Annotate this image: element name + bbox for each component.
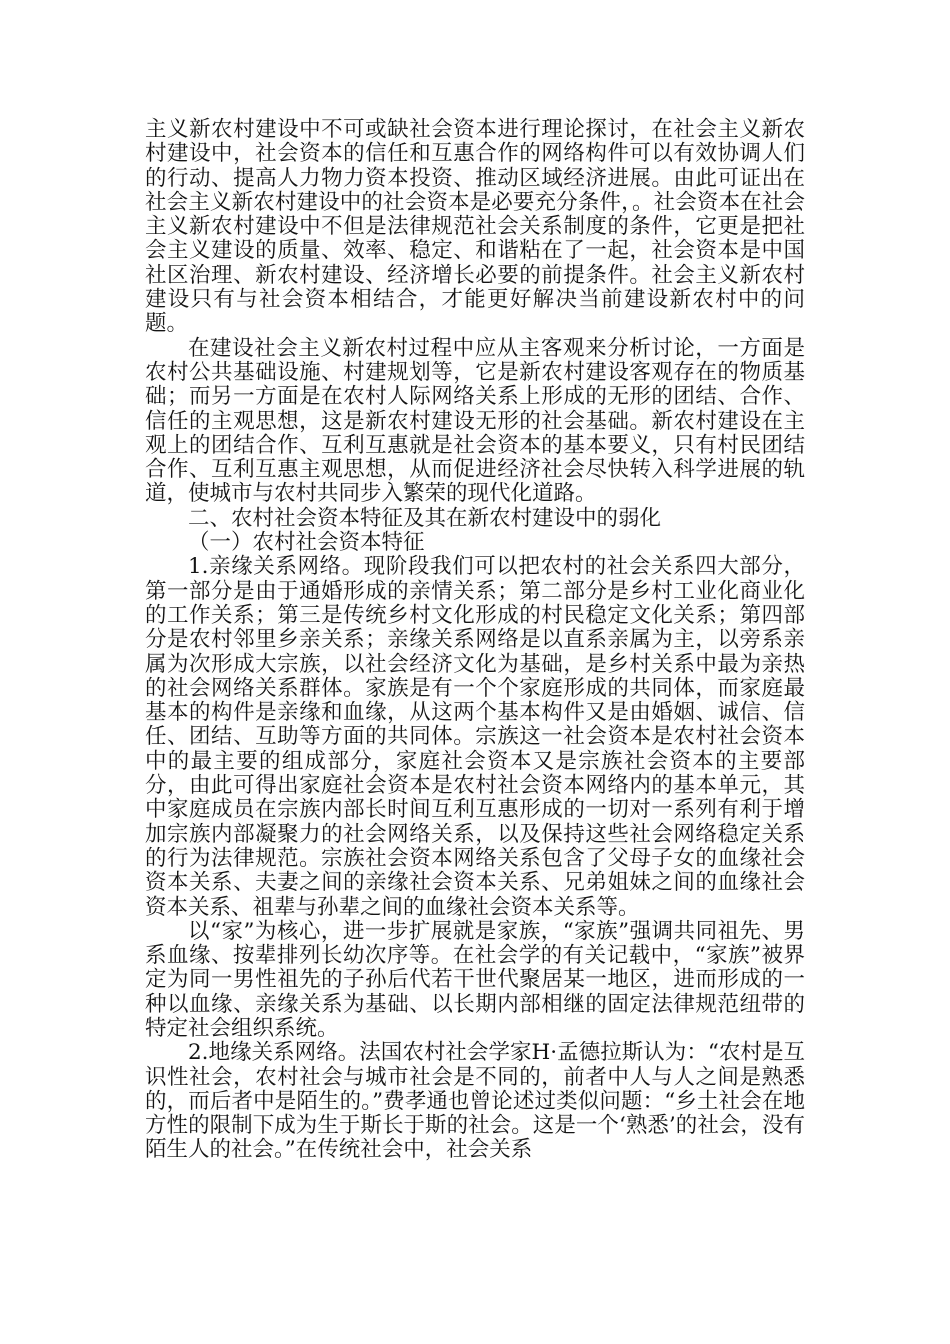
paragraph-1: 主义新农村建设中不可或缺社会资本进行理论探讨，在社会主义新农村建设中，社会资本的信任和互惠合作的网络构件可以有效协调人们的行动、提高人力物力资本投资、推动区域经济进展。由此可证出在社会主义新农村建设中的社会资本是必要充分条件，。社会资本在社会主义新农村建设中不但是法律规范社会关系制度的条件，它更是把社会主义建设的质量、效率、稳定、和谐粘在了一起，社会资本是中国社区治理、新农村建设、经济增长必要的前提条件。社会主义新农村建设只有与社会资本相结合，才能更好解决当前建设新农村中的问题。 <box>145 117 805 337</box>
paragraph-2: 在建设社会主义新农村过程中应从主客观来分析讨论，一方面是农村公共基础设施、村建规划等，它是新农村建设客观存在的物质基础；而另一方面是在农村人际网络关系上形成的无形的团结、合作、信任的主观思想，这是新农村建设无形的社会基础。新农村建设在主观上的团结合作、互利互惠就是社会资本的基本要义，只有村民团结合作、互利互惠主观思想，从而促进经济社会尽快转入科学进展的轨道，使城市与农村共同步入繁荣的现代化道路。 <box>145 335 805 507</box>
subsection-heading: （一）农村社会资本特征 <box>188 530 425 556</box>
document-page <box>145 118 805 1163</box>
paragraph-family: 以“家”为核心，进一步扩展就是家族，“家族”强调共同祖先、男系血缘、按辈排列长幼次序等。在社会学的有关记载中，“家族”被界定为同一男性祖先的子孙后代若干世代聚居某一地区，进而形成的一种以血缘、亲缘关系为基础、以长期内部相继的固定法律规范纽带的特定社会组织系统。 <box>145 918 805 1041</box>
paragraph-kinship-network: 1.亲缘关系网络。现阶段我们可以把农村的社会关系四大部分，第一部分是由于通婚形成的亲情关系；第二部分是乡村工业化商业化的工作关系；第三是传统乡村文化形成的村民稳定文化关系；第四部分是农村邻里乡亲关系；亲缘关系网络是以直系亲属为主，以旁系亲属为次形成大宗族，以社会经济文化为基础，是乡村关系中最为亲热的社会网络关系群体。家族是有一个个家庭形成的共同体，而家庭最基本的构件是亲缘和血缘，从这两个基本构件又是由婚姻、诚信、信任、团结、互助等方面的共同体。宗族这一社会资本是农村社会资本中的最主要的组成部分，家庭社会资本又是宗族社会资本的主要部分，由此可得出家庭社会资本是农村社会资本网络内的基本单元，其中家庭成员在宗族内部长时间互利互惠形成的一切对一系列有利于增加宗族内部凝聚力的社会网络关系，以及保持这些社会网络稳定关系的行为法律规范。宗族社会资本网络关系包含了父母子女的血缘社会资本关系、夫妻之间的亲缘社会资本关系、兄弟姐妹之间的血缘社会资本关系、祖辈与孙辈之间的血缘社会资本关系等。 <box>145 554 805 920</box>
section-heading: 二、农村社会资本特征及其在新农村建设中的弱化 <box>188 505 662 531</box>
paragraph-geographic-network: 2.地缘关系网络。法国农村社会学家H·孟德拉斯认为：“农村是互识性社会，农村社会与城市社会是不同的，前者中人与人之间是熟悉的，而后者中是陌生的。”费孝通也曾论述过类似问题：“乡土社会在地方性的限制下成为生于斯长于斯的社会。这是一个‘熟悉’的社会，没有陌生人的社会。”在传统社会中，社会关系 <box>145 1040 805 1163</box>
